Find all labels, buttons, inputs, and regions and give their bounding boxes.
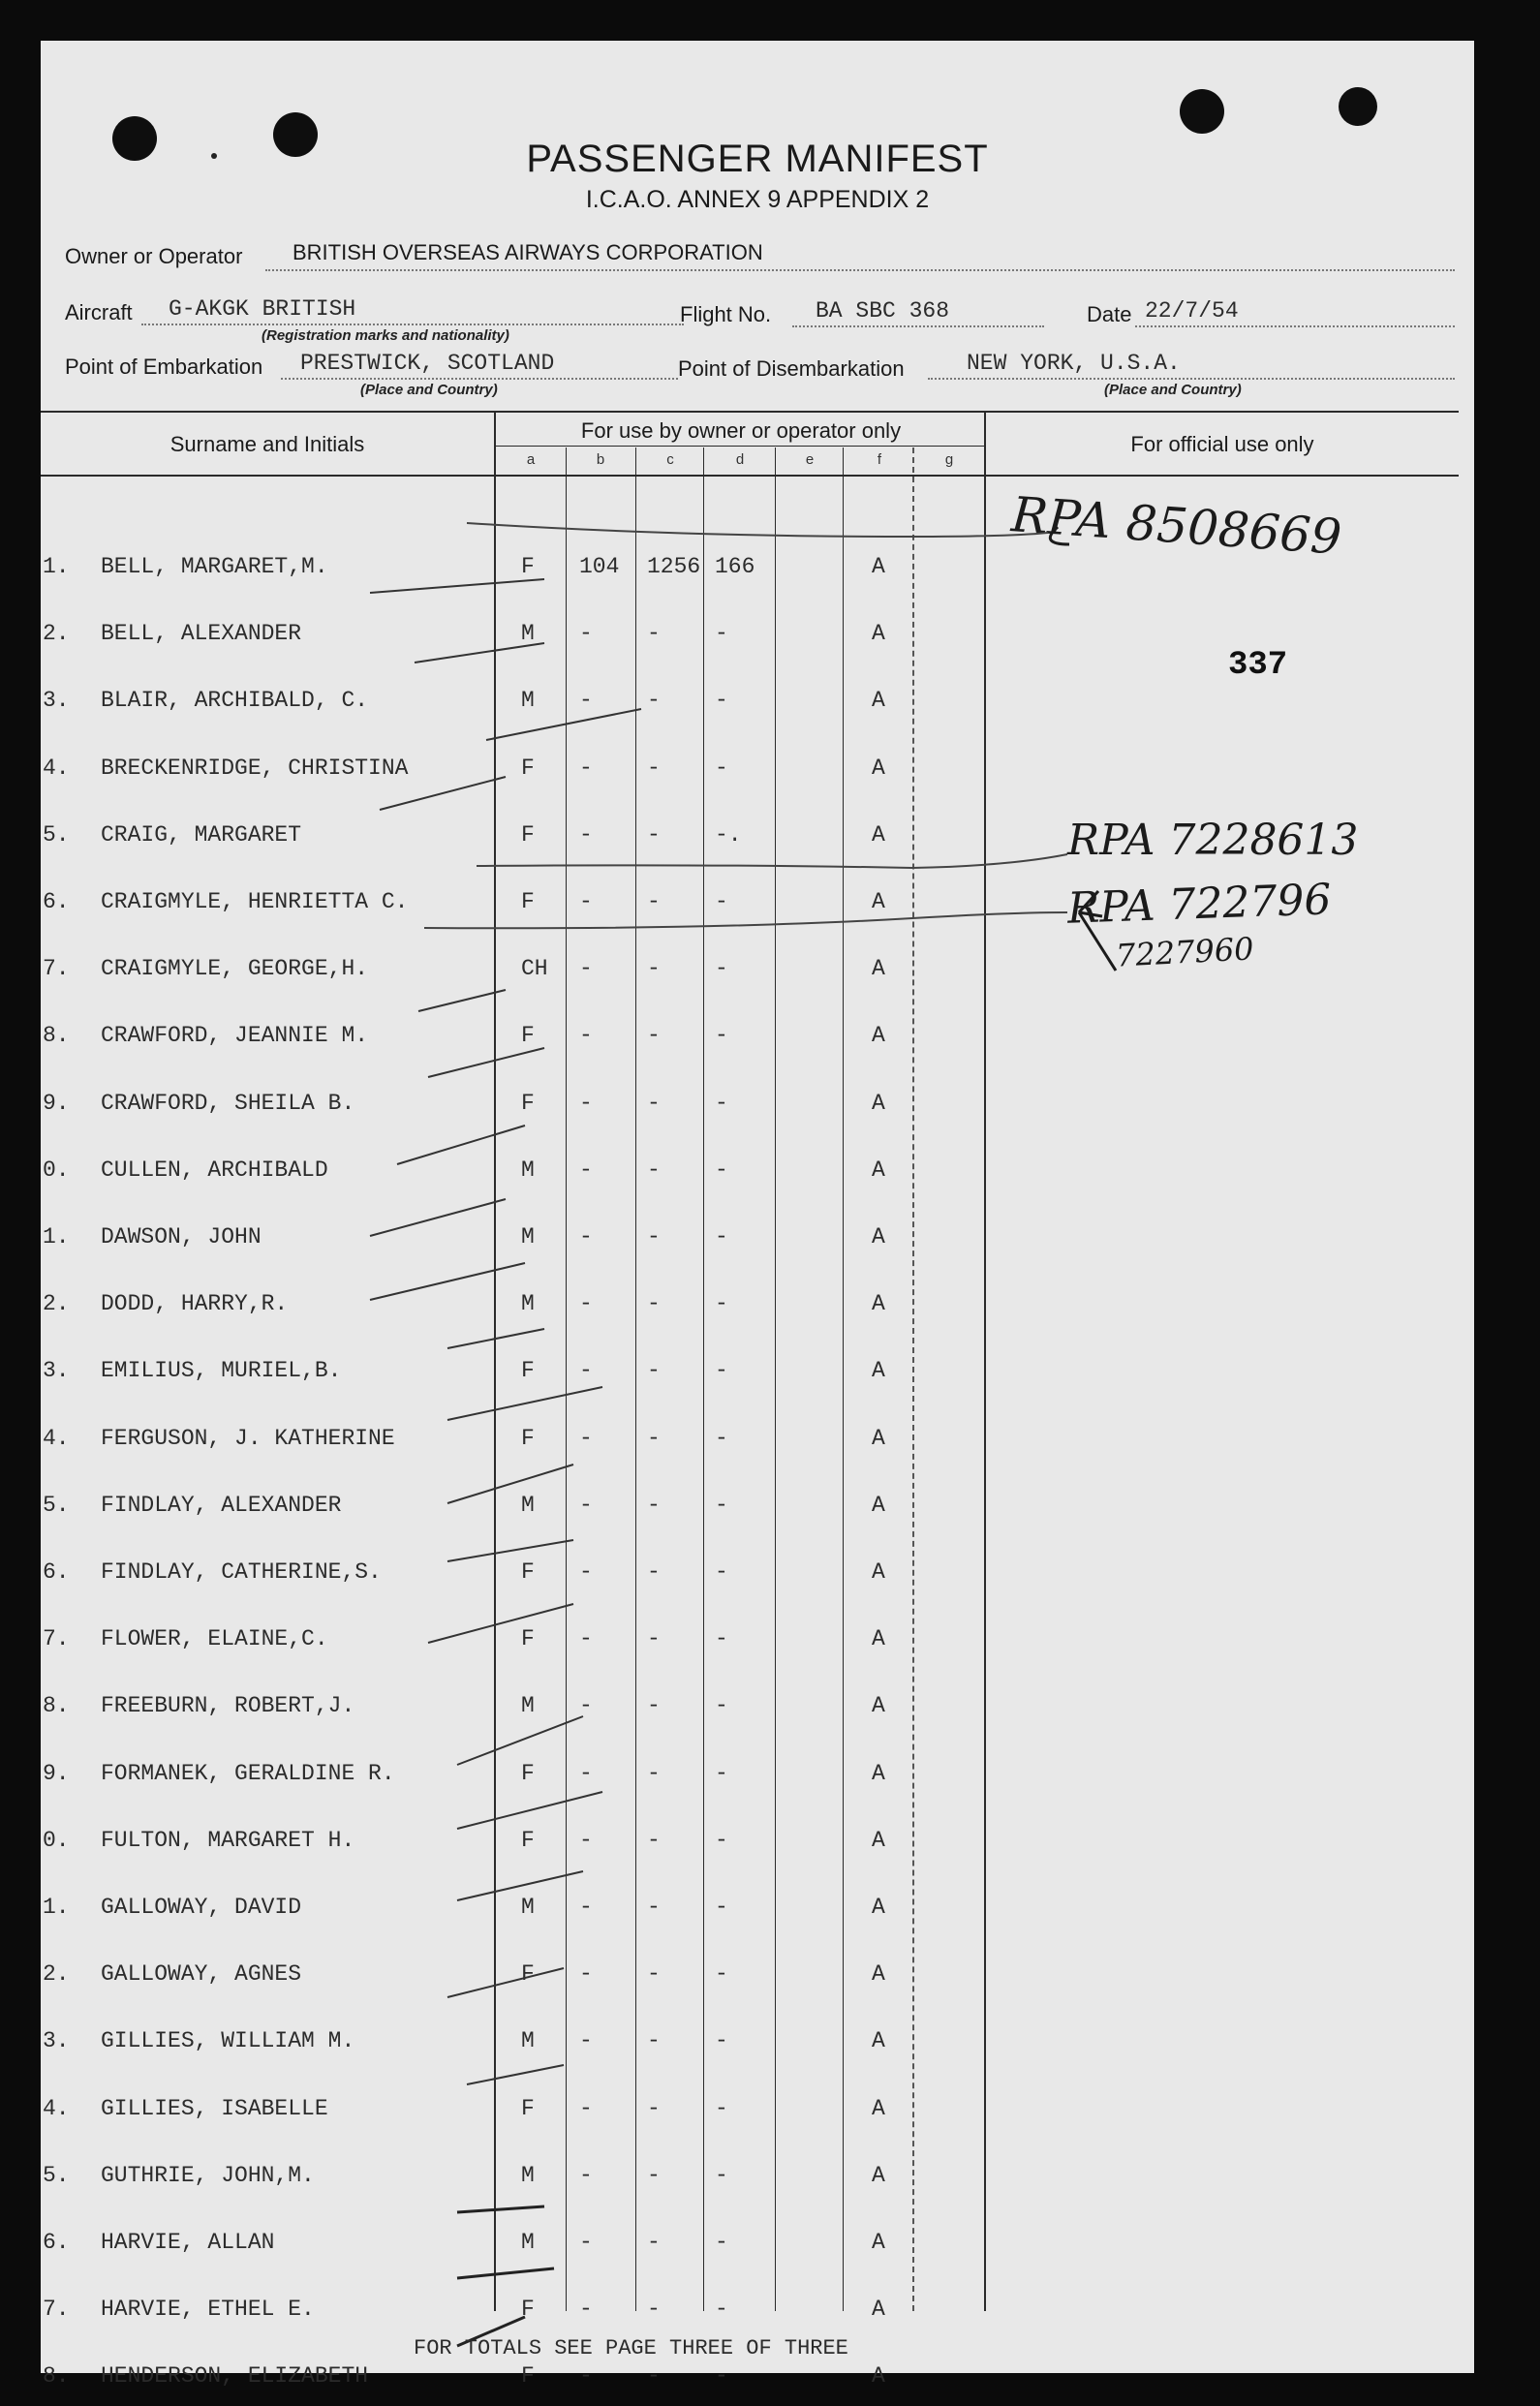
col-header-owner: For use by owner or operator only: [580, 418, 902, 443]
cell-a-sex: M: [521, 1224, 535, 1249]
row-number: 1.: [43, 554, 70, 579]
cell-c: -: [647, 956, 661, 982]
cell-a-sex: M: [521, 1895, 535, 1920]
cell-d: -: [715, 1895, 728, 1920]
row-number: 6.: [43, 889, 70, 914]
cell-a-sex: F: [521, 1425, 535, 1451]
row-number: 0.: [43, 1157, 70, 1183]
subcol-e: e: [805, 451, 815, 468]
row-number: 3.: [43, 2028, 70, 2054]
cell-d: -: [715, 2028, 728, 2054]
passenger-name: FINDLAY, ALEXANDER: [101, 1492, 342, 1518]
cell-f: A: [872, 1961, 885, 1988]
cell-b: -: [579, 821, 593, 848]
passenger-name: CRAWFORD, JEANNIE M.: [101, 1023, 369, 1049]
cell-d: -: [715, 1492, 728, 1518]
cell-b: -: [579, 1961, 593, 1988]
cell-d: -: [715, 956, 728, 982]
manifest-sheet: [41, 41, 1474, 2390]
cell-d: -: [715, 2230, 728, 2255]
cell-b: -: [579, 2363, 593, 2390]
row-number: 7.: [43, 2297, 70, 2323]
cell-d: -: [715, 688, 728, 714]
col-header-name: Surname and Initials: [169, 432, 365, 456]
cell-f: A: [872, 1760, 885, 1786]
cell-b: -: [579, 688, 593, 714]
cell-b: -: [579, 755, 593, 781]
cell-b: -: [579, 1425, 593, 1451]
cell-f: A: [872, 2162, 885, 2188]
passenger-name: GALLOWAY, DAVID: [101, 1895, 302, 1920]
cell-d: -: [715, 621, 728, 647]
subcol-d: d: [735, 451, 745, 468]
cell-a-sex: M: [521, 621, 535, 647]
page-subtitle: I.C.A.O. ANNEX 9 APPENDIX 2: [585, 186, 930, 213]
disembarkation-value: NEW YORK, U.S.A.: [967, 351, 1181, 376]
cell-d: -: [715, 1961, 728, 1988]
cell-c: -: [647, 1358, 661, 1384]
row-number: 1.: [43, 1895, 70, 1920]
subcol-g: g: [944, 451, 954, 468]
cell-a-sex: F: [521, 755, 535, 781]
aircraft-value: G-AKGK BRITISH: [169, 296, 356, 322]
cell-a-sex: F: [521, 1358, 535, 1384]
cell-f: A: [872, 1626, 885, 1652]
cell-c: -: [647, 1090, 661, 1116]
date-value: 22/7/54: [1145, 298, 1239, 324]
cell-f: A: [872, 2363, 885, 2390]
cell-b: -: [579, 956, 593, 982]
embarkation-value: PRESTWICK, SCOTLAND: [300, 351, 555, 376]
page-title: PASSENGER MANIFEST: [526, 138, 989, 180]
cell-b: -: [579, 1224, 593, 1249]
cell-b: -: [579, 1760, 593, 1786]
flight-label: Flight No.: [680, 302, 772, 326]
cell-c: 1256: [647, 554, 701, 579]
passenger-name: BELL, ALEXANDER: [101, 621, 302, 647]
cell-f: A: [872, 1693, 885, 1719]
row-number: 6.: [43, 2230, 70, 2255]
cell-c: -: [647, 1895, 661, 1920]
official-note-4: 7227960: [1115, 930, 1255, 974]
cell-f: A: [872, 956, 885, 982]
cell-d: -: [715, 1626, 728, 1652]
cell-f: A: [872, 755, 885, 781]
pen-strokes: [41, 41, 1474, 2373]
cell-c: -: [647, 1760, 661, 1786]
passenger-name: FULTON, MARGARET H.: [101, 1827, 355, 1853]
cell-d: -: [715, 1291, 728, 1317]
subcol-f: f: [877, 451, 882, 468]
passenger-name: HENDERSON, ELIZABETH: [101, 2363, 369, 2390]
cell-c: -: [647, 1023, 661, 1049]
cell-f: A: [872, 2028, 885, 2054]
passenger-name: CRAIG, MARGARET: [101, 821, 302, 848]
cell-f: A: [872, 1291, 885, 1317]
cell-a-sex: F: [521, 1559, 535, 1585]
cell-a-sex: F: [521, 1626, 535, 1652]
cell-f: A: [872, 1090, 885, 1116]
cell-d: -: [715, 1760, 728, 1786]
passenger-name: CULLEN, ARCHIBALD: [101, 1157, 328, 1183]
cell-d: -: [715, 889, 728, 914]
cell-f: A: [872, 2230, 885, 2255]
passenger-name: CRAIGMYLE, HENRIETTA C.: [101, 889, 409, 914]
cell-f: A: [872, 1224, 885, 1249]
cell-c: -: [647, 889, 661, 914]
cell-b: -: [579, 1492, 593, 1518]
embarkation-note: (Place and Country): [360, 382, 498, 398]
cell-f: A: [872, 1358, 885, 1384]
row-number: 4.: [43, 2095, 70, 2121]
passenger-name: HARVIE, ALLAN: [101, 2230, 275, 2255]
row-number: 2.: [43, 1961, 70, 1988]
cell-f: A: [872, 821, 885, 848]
cell-f: A: [872, 1157, 885, 1183]
cell-a-sex: M: [521, 2162, 535, 2188]
row-number: 8.: [43, 2363, 70, 2390]
row-number: 0.: [43, 1827, 70, 1853]
row-number: 4.: [43, 755, 70, 781]
cell-b: -: [579, 2230, 593, 2255]
cell-f: A: [872, 1895, 885, 1920]
row-number: 1.: [43, 1224, 70, 1249]
row-number: 7.: [43, 1626, 70, 1652]
cell-c: -: [647, 1157, 661, 1183]
row-number: 8.: [43, 1023, 70, 1049]
row-number: 2.: [43, 1291, 70, 1317]
cell-a-sex: M: [521, 1492, 535, 1518]
cell-f: A: [872, 1023, 885, 1049]
cell-d: -: [715, 1224, 728, 1249]
passenger-name: FREEBURN, ROBERT,J.: [101, 1693, 355, 1719]
row-number: 9.: [43, 1760, 70, 1786]
date-label: Date: [1087, 302, 1132, 326]
cell-d: -: [715, 1693, 728, 1719]
flight-value: BA SBC 368: [816, 298, 950, 324]
row-number: 6.: [43, 1559, 70, 1585]
cell-d: -: [715, 2162, 728, 2188]
cell-d: -.: [715, 821, 742, 848]
cell-d: -: [715, 1827, 728, 1853]
cell-a-sex: F: [521, 1961, 535, 1988]
row-number: 5.: [43, 1492, 70, 1518]
cell-a-sex: F: [521, 1827, 535, 1853]
passenger-name: DAWSON, JOHN: [101, 1224, 262, 1249]
cell-d: -: [715, 1559, 728, 1585]
cell-d: -: [715, 1425, 728, 1451]
cell-b: 104: [579, 554, 620, 579]
cell-f: A: [872, 1492, 885, 1518]
cell-b: -: [579, 1827, 593, 1853]
owner-value: BRITISH OVERSEAS AIRWAYS CORPORATION: [293, 240, 763, 264]
cell-d: 166: [715, 554, 755, 579]
cell-a-sex: F: [521, 554, 535, 579]
cell-a-sex: M: [521, 2230, 535, 2255]
row-number: 9.: [43, 1090, 70, 1116]
cell-c: -: [647, 1425, 661, 1451]
row-number: 5.: [43, 2162, 70, 2188]
cell-c: -: [647, 2363, 661, 2390]
cell-b: -: [579, 1157, 593, 1183]
passenger-name: CRAWFORD, SHEILA B.: [101, 1090, 355, 1116]
cell-f: A: [872, 688, 885, 714]
cell-d: -: [715, 1023, 728, 1049]
official-note-1: RPA 8508669: [1009, 486, 1343, 566]
cell-d: -: [715, 2095, 728, 2121]
cell-f: A: [872, 621, 885, 647]
cell-c: -: [647, 1693, 661, 1719]
cell-b: -: [579, 2162, 593, 2188]
cell-c: -: [647, 2028, 661, 2054]
cell-a-sex: M: [521, 1693, 535, 1719]
cell-a-sex: F: [521, 821, 535, 848]
passenger-name: DODD, HARRY,R.: [101, 1291, 289, 1317]
passenger-name: GUTHRIE, JOHN,M.: [101, 2162, 315, 2188]
cell-c: -: [647, 1291, 661, 1317]
cell-c: -: [647, 1492, 661, 1518]
row-number: 3.: [43, 1358, 70, 1384]
cell-a-sex: CH: [521, 956, 548, 982]
cell-a-sex: M: [521, 688, 535, 714]
row-number: 2.: [43, 621, 70, 647]
cell-d: -: [715, 1090, 728, 1116]
cell-a-sex: M: [521, 1291, 535, 1317]
cell-f: A: [872, 1559, 885, 1585]
cell-b: -: [579, 1090, 593, 1116]
passenger-name: EMILIUS, MURIEL,B.: [101, 1358, 342, 1384]
cell-f: A: [872, 554, 885, 579]
subcol-b: b: [596, 451, 605, 468]
cell-a-sex: F: [521, 2297, 535, 2323]
cell-b: -: [579, 889, 593, 914]
cell-a-sex: F: [521, 2363, 535, 2390]
cell-b: -: [579, 1358, 593, 1384]
cell-c: -: [647, 1224, 661, 1249]
passenger-name: FLOWER, ELAINE,C.: [101, 1626, 328, 1652]
cell-f: A: [872, 2297, 885, 2323]
passenger-name: GILLIES, ISABELLE: [101, 2095, 328, 2121]
passenger-name: HARVIE, ETHEL E.: [101, 2297, 315, 2323]
aircraft-label: Aircraft: [65, 300, 133, 324]
cell-d: -: [715, 755, 728, 781]
cell-c: -: [647, 821, 661, 848]
cell-f: A: [872, 889, 885, 914]
owner-label: Owner or Operator: [65, 244, 243, 268]
cell-c: -: [647, 1827, 661, 1853]
row-number: 8.: [43, 1693, 70, 1719]
cell-a-sex: F: [521, 1090, 535, 1116]
col-header-official: For official use only: [1130, 432, 1314, 456]
cell-c: -: [647, 1559, 661, 1585]
row-number: 4.: [43, 1425, 70, 1451]
cell-b: -: [579, 1559, 593, 1585]
registration-note: (Registration marks and nationality): [262, 327, 509, 344]
row-number: 5.: [43, 821, 70, 848]
cell-d: -: [715, 1157, 728, 1183]
passenger-name: BLAIR, ARCHIBALD, C.: [101, 688, 369, 714]
official-note-2: RPA 7228613: [1067, 816, 1359, 865]
cell-a-sex: F: [521, 2095, 535, 2121]
cell-c: -: [647, 755, 661, 781]
cell-d: -: [715, 1358, 728, 1384]
cell-b: -: [579, 621, 593, 647]
passenger-name: FERGUSON, J. KATHERINE: [101, 1425, 395, 1451]
cell-f: A: [872, 1827, 885, 1853]
passenger-name: BRECKENRIDGE, CHRISTINA: [101, 755, 409, 781]
disembarkation-note: (Place and Country): [1104, 382, 1242, 398]
cell-b: -: [579, 1023, 593, 1049]
cell-f: A: [872, 1425, 885, 1451]
cell-b: -: [579, 1291, 593, 1317]
passenger-name: FINDLAY, CATHERINE,S.: [101, 1559, 382, 1585]
passenger-name: BELL, MARGARET,M.: [101, 554, 328, 579]
cell-c: -: [647, 2230, 661, 2255]
cell-c: -: [647, 2162, 661, 2188]
passenger-name: CRAIGMYLE, GEORGE,H.: [101, 956, 369, 982]
cell-b: -: [579, 2297, 593, 2323]
cell-c: -: [647, 621, 661, 647]
cell-a-sex: F: [521, 889, 535, 914]
cell-b: -: [579, 2028, 593, 2054]
cell-a-sex: F: [521, 1760, 535, 1786]
cell-b: -: [579, 1693, 593, 1719]
row-number: 3.: [43, 688, 70, 714]
cell-d: -: [715, 2297, 728, 2323]
cell-a-sex: M: [521, 1157, 535, 1183]
cell-a-sex: M: [521, 2028, 535, 2054]
cell-c: -: [647, 2095, 661, 2121]
official-note-3: RPA 722796: [1066, 875, 1333, 934]
cell-c: -: [647, 1626, 661, 1652]
embarkation-label: Point of Embarkation: [65, 355, 263, 379]
cell-c: -: [647, 2297, 661, 2323]
cell-d: -: [715, 2363, 728, 2390]
official-stamp: 337: [1228, 647, 1288, 684]
cell-f: A: [872, 2095, 885, 2121]
passenger-name: FORMANEK, GERALDINE R.: [101, 1760, 395, 1786]
cell-b: -: [579, 1895, 593, 1920]
cell-c: -: [647, 1961, 661, 1988]
cell-b: -: [579, 2095, 593, 2121]
subcol-c: c: [666, 451, 674, 468]
row-number: 7.: [43, 956, 70, 982]
cell-c: -: [647, 688, 661, 714]
disembarkation-label: Point of Disembarkation: [678, 356, 905, 381]
passenger-name: GALLOWAY, AGNES: [101, 1961, 302, 1988]
cell-a-sex: F: [521, 1023, 535, 1049]
cell-b: -: [579, 1626, 593, 1652]
subcol-a: a: [526, 451, 536, 468]
footer-note: FOR TOTALS SEE PAGE THREE OF THREE: [414, 2336, 848, 2360]
passenger-name: GILLIES, WILLIAM M.: [101, 2028, 355, 2054]
